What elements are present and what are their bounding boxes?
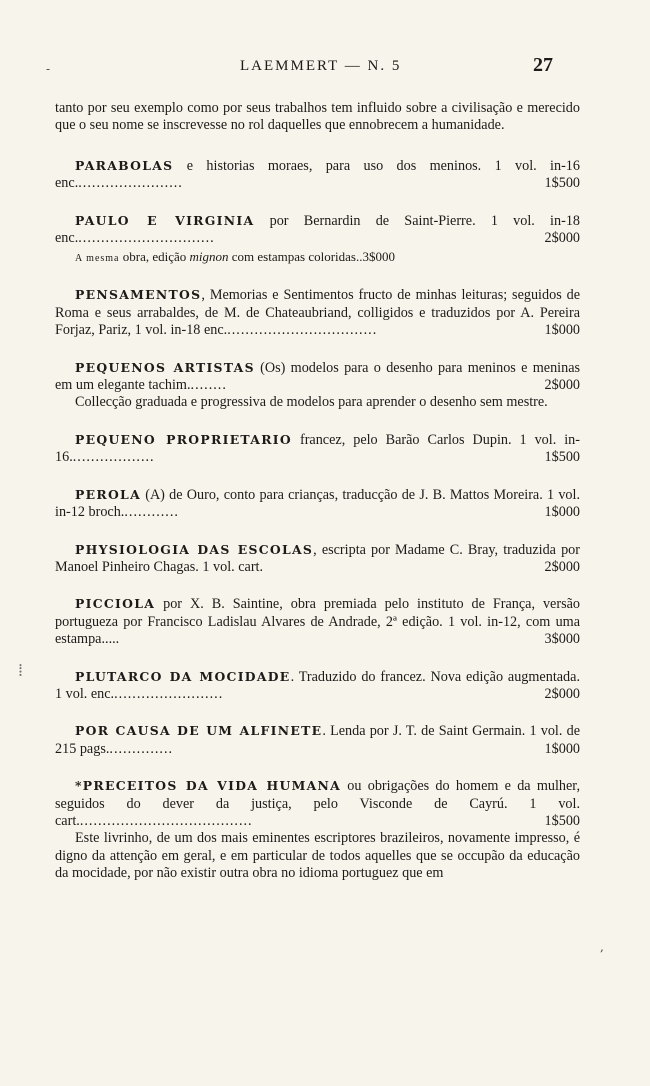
catalogue-entry: PEQUENOS ARTISTAS (Os) modelos para o desenho para meninos e meninas em um elegante tachim......... 2$000 [55,359,581,394]
variant-price: 3$000 [362,249,395,265]
entry-title: POR CAUSA DE UM ALFINETE [75,723,323,739]
entry-price: 2$000 [544,377,580,394]
variant-text: obra, edição [119,249,190,265]
entry-title: PLUTARCO DA MOCIDADE [75,668,291,684]
entry-price: 3$000 [544,631,580,648]
variant-italic: mignon [189,249,229,265]
running-title: LAEMMERT — N. 5 [240,58,402,74]
catalogue-entry: PEQUENO PROPRIETARIO francez, pelo Barão Carlos Dupin. 1 vol. in-16................... 1$500 [55,431,580,466]
catalogue-entry [55,595,580,648]
intro-paragraph: tanto por seu exemplo como por seus trabalhos tem influido sobre a civilisação e merecido que o seu nome se inscrevesse no rol daquelles que ennobrecem a humanidade. [55,100,580,134]
entry-description: por Bernardin de Saint-Pierre. 1 vol. in-18 enc. [55,212,581,247]
margin-smudge: ⁞ [18,660,24,681]
entry-price: 1$500 [544,812,580,829]
catalogue-entry: PARABOLAS e historias moraes, para uso dos meninos. 1 vol. in-16 enc........................ 1$500 [55,157,580,192]
entry-price: 1$000 [544,740,580,757]
entry-title: PAULO E VIRGINIA [75,212,255,228]
entry-title: PEQUENO PROPRIETARIO [75,431,292,447]
print-speck: - [46,62,51,76]
entry-price: 1$000 [544,322,580,339]
entry-price: 2$000 [544,685,580,702]
entry-description: , Memorias e Sentimentos fructo de minhas leituras; seguidos de Roma e seus arrabaldes, de M. de Chateaubriand, colligidos e traduzidos por A. Pereira Forjaz, Pariz, 1 vol. in-18 enc. [55,287,580,339]
entry-title: *PRECEITOS DA VIDA HUMANA [75,778,342,794]
entry-title: PHYSIOLOGIA DAS ESCOLAS [75,541,314,557]
catalogue-entry: PLUTARCO DA MOCIDADE. Traduzido do francez. Nova edição augmentada. 1 vol. enc......................... 2$000 [55,668,580,702]
entry-title: PENSAMENTOS [75,287,202,303]
entry-description: ou obrigações do homem e da mulher, seguidos do dever da justiça, pelo Visconde de Cayrú. 1 vol. cart. [55,778,580,829]
entry-price: 2$000 [544,558,580,575]
entry-description: (A) de Ouro, conto para crianças, traducção de J. B. Mattos Moreira. 1 vol. in-12 broch. [55,486,580,521]
entry-variant [55,249,580,267]
entry-description: por X. B. Saintine, obra premiada pelo instituto de França, versão portugueza por Francisco Ladislau Alvares de Andrade, 2ª edição. 1 vol. in-12, com uma estampa..... [55,596,580,648]
catalogue-entry: PAULO E VIRGINIA por Bernardin de Saint-Pierre. 1 vol. in-18 enc............................... 2$000 [55,212,581,247]
entry-description: . Traduzido do francez. Nova edição augmentada. 1 vol. enc. [55,668,580,702]
entry-description: , escripta por Madame C. Bray, traduzida por Manoel Pinheiro Chagas. 1 vol. cart. [55,541,580,575]
entry-note: Collecção graduada e progressiva de modelos para aprender o desenho sem mestre. [75,394,548,411]
entry-price: 1$000 [544,504,580,521]
catalogue-entry [55,541,580,577]
page-number: 27 [533,54,553,76]
variant-text: com estampas coloridas.. [228,249,363,265]
entry-description: e historias moraes, para uso dos meninos. 1 vol. in-16 enc. [55,157,580,192]
catalogue-entry: *PRECEITOS DA VIDA HUMANA ou obrigações do homem e da mulher, seguidos do dever da justiça, pelo Visconde de Cayrú. 1 vol. cart....................................... 1$500 [55,778,580,829]
entry-description: . Lenda por J. T. de Saint Germain. 1 vol. de 215 pags. [55,723,580,757]
catalogue-entry: PEROLA (A) de Ouro, conto para crianças, traducção de J. B. Mattos Moreira. 1 vol. in-12 broch............. 1$000 [55,486,580,521]
entry-title: PARABOLAS [75,157,174,173]
entry-price: 1$500 [544,449,580,466]
catalogue-text [55,100,580,883]
entry-title: PEQUENOS ARTISTAS [75,359,255,375]
entry-note: Este livrinho, de um dos mais eminentes escriptores brazileiros, novamente impresso, é digno da attenção em geral, e em particular de todos aquelles que se occupão da educação da mocidade, por não existir outra obra no idioma portuguez que em [55,830,580,882]
catalogue-entry: PENSAMENTOS, Memorias e Sentimentos fructo de minhas leituras; seguidos de Roma e seus arrabaldes, de M. de Chateaubriand, colligidos e traduzidos por A. Pereira Forjaz, Pariz, 1 vol. in-18 enc.................................. 1$000 [55,287,580,339]
entry-price: 1$500 [544,175,580,192]
entry-title: PICCIOLA [75,596,156,612]
entry-price: 2$000 [544,230,580,247]
variant-label: A mesma [75,253,120,265]
entry-description: francez, pelo Barão Carlos Dupin. 1 vol. in-16. [55,431,580,466]
entry-description: (Os) modelos para o desenho para meninos e meninas em um elegante tachim. [55,359,581,394]
print-speck: , [600,940,604,954]
page-header [0,54,650,80]
entry-title: PEROLA [75,486,141,502]
catalogue-entry: POR CAUSA DE UM ALFINETE. Lenda por J. T. de Saint Germain. 1 vol. de 215 pags............... 1$000 [55,723,580,757]
